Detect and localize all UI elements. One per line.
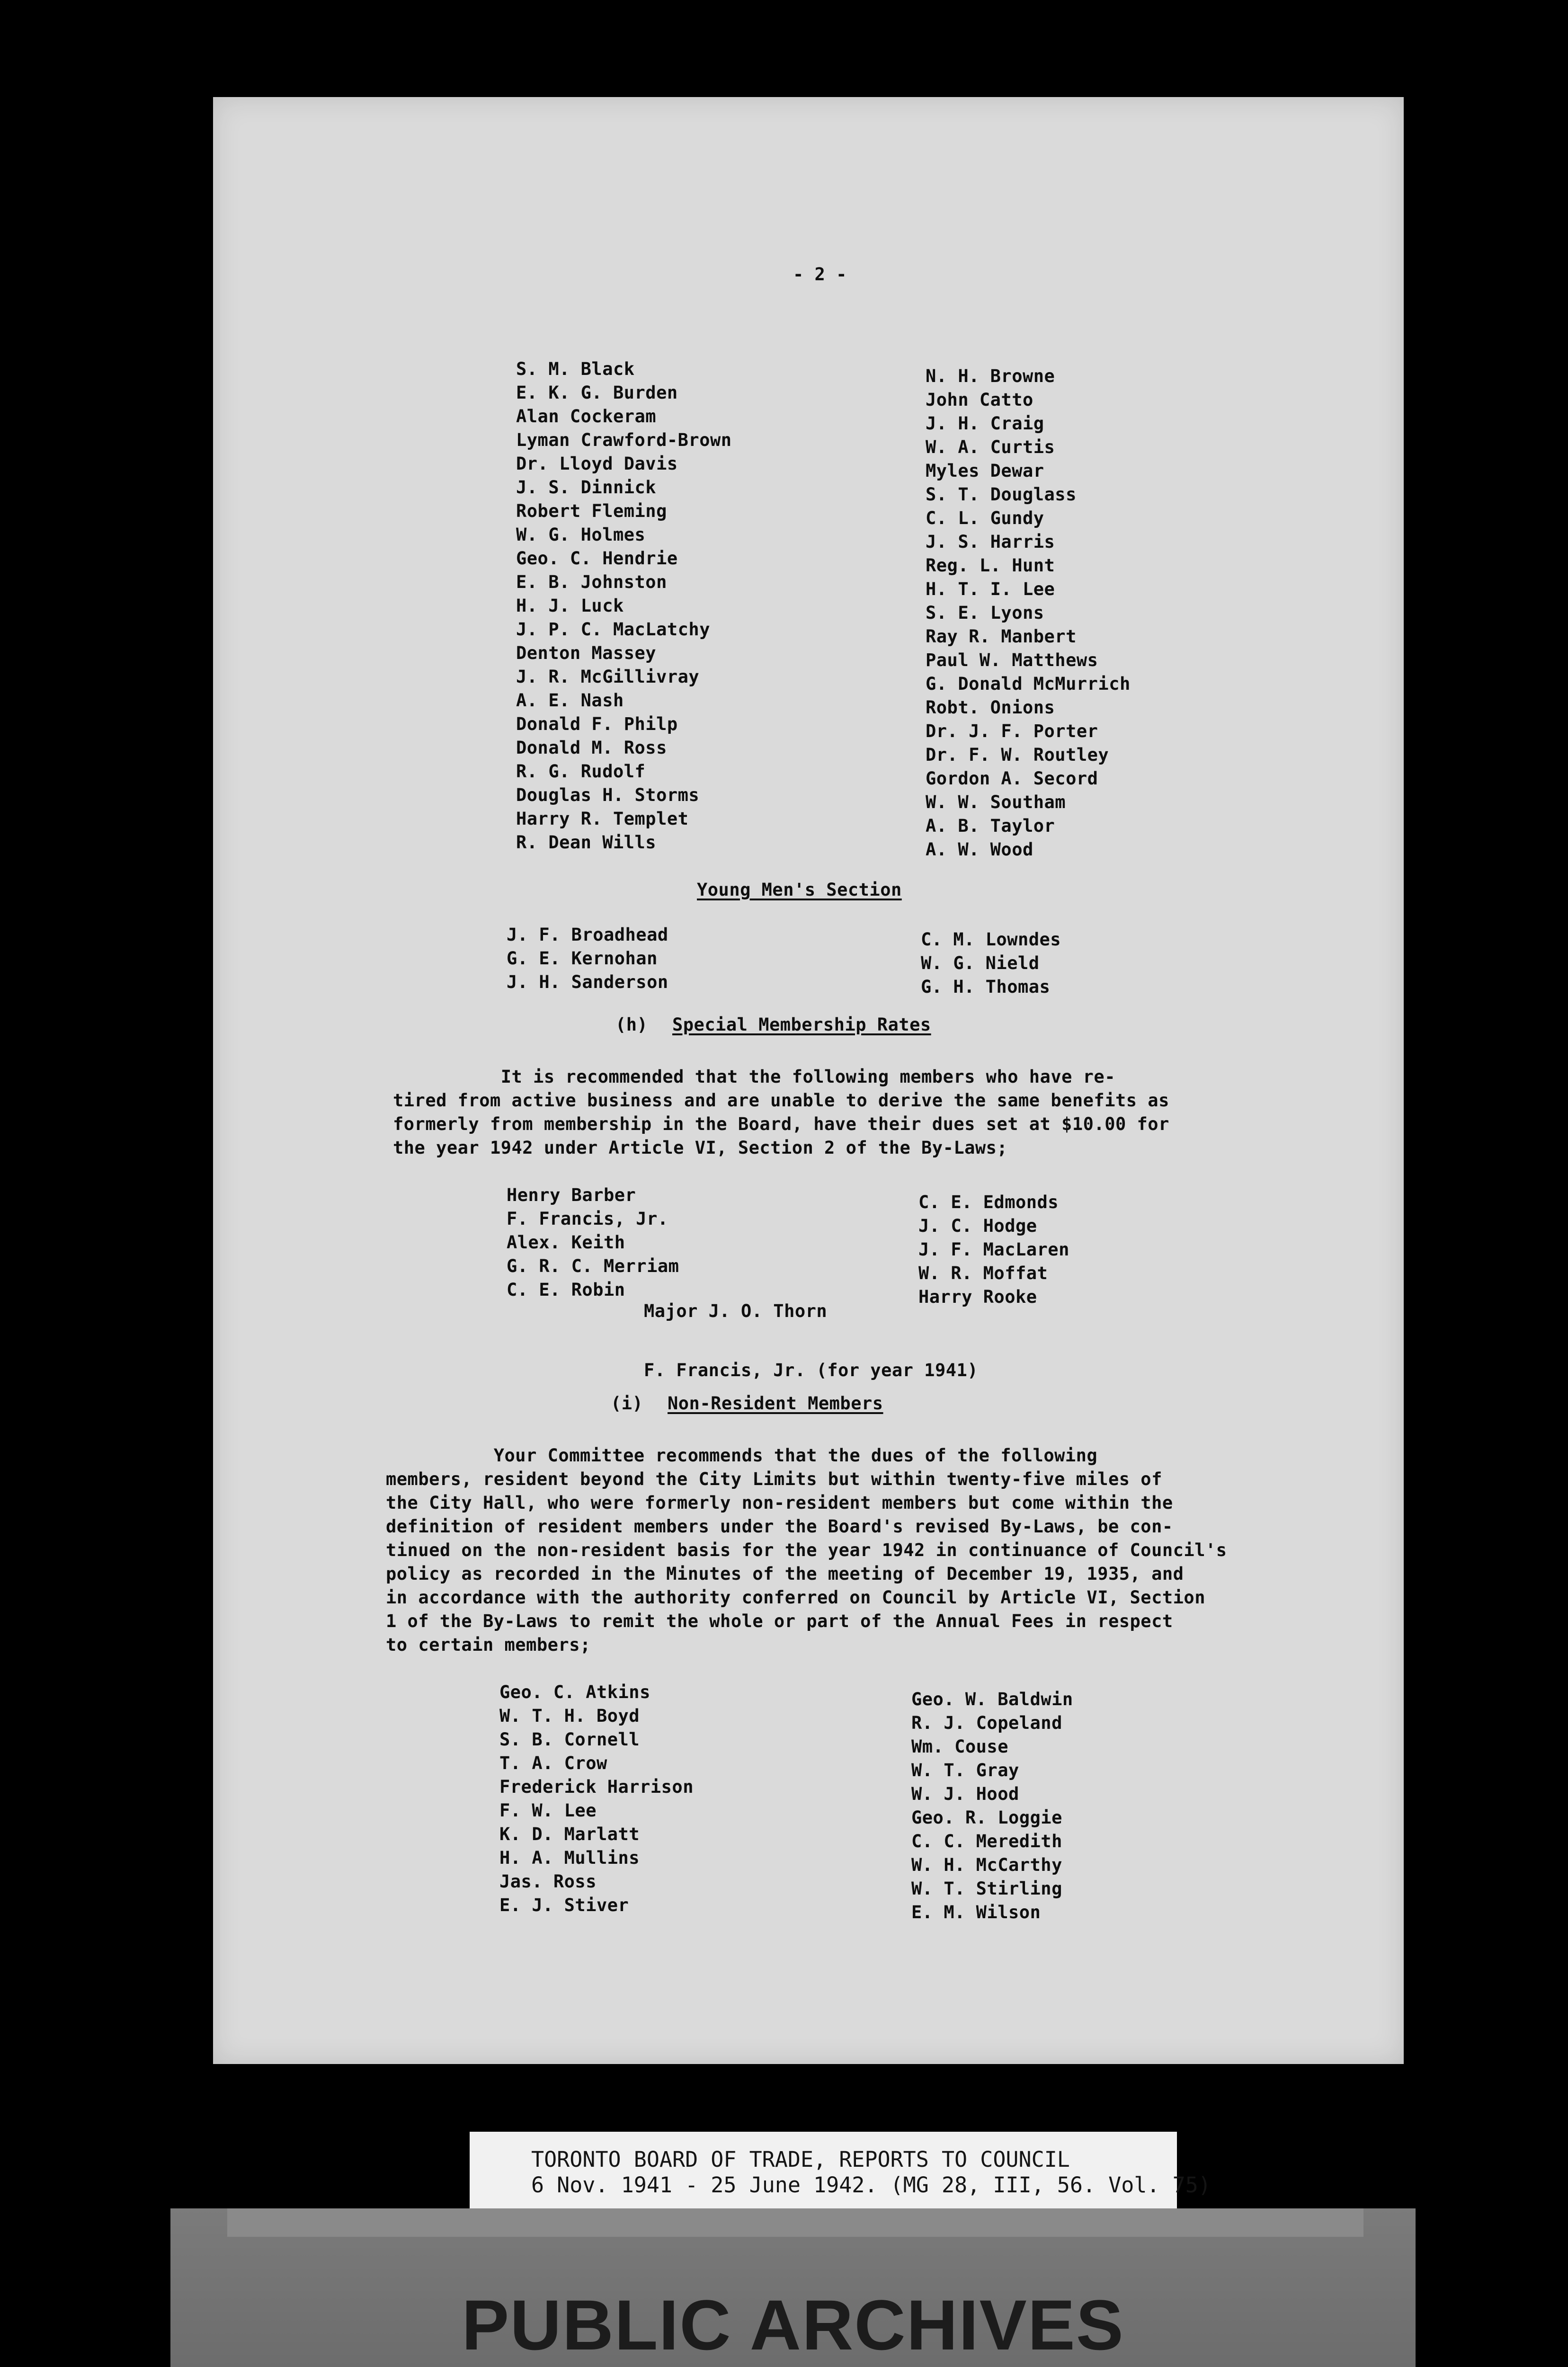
member-name: Donald F. Philp	[516, 714, 678, 734]
paragraph-line: members, resident beyond the City Limits but within twenty-five miles of	[386, 1469, 1162, 1489]
member-name: J. H. Craig	[926, 413, 1044, 434]
member-name: J. P. C. MacLatchy	[516, 619, 710, 640]
member-name: W. T. H. Boyd	[499, 1706, 640, 1726]
member-name: Dr. J. F. Porter	[926, 721, 1098, 741]
paragraph-line: the year 1942 under Article VI, Section 2 of the By-Laws;	[393, 1138, 1008, 1158]
member-name: Frederick Harrison	[499, 1777, 694, 1797]
section-h-paragraph	[393, 1065, 1169, 1160]
document-page	[213, 97, 1404, 2064]
member-name: E. K. G. Burden	[516, 383, 678, 403]
member-name: H. J. Luck	[516, 596, 624, 616]
member-name: Denton Massey	[516, 643, 657, 663]
section-i-left-column	[499, 1681, 694, 1917]
member-name: Geo. R. Loggie	[911, 1807, 1062, 1828]
member-name: S. B. Cornell	[499, 1729, 640, 1750]
member-name: Douglas H. Storms	[516, 785, 700, 805]
member-name: G. R. C. Merriam	[507, 1256, 679, 1276]
member-name: W. J. Hood	[911, 1784, 1019, 1804]
member-name: T. A. Crow	[499, 1753, 607, 1773]
member-name: C. C. Meredith	[911, 1831, 1062, 1851]
member-name: W. G. Holmes	[516, 525, 646, 545]
member-name: Alan Cockeram	[516, 406, 657, 427]
member-name: K. D. Marlatt	[499, 1824, 640, 1844]
member-name: F. W. Lee	[499, 1800, 597, 1821]
member-name: C. E. Edmonds	[918, 1192, 1059, 1212]
member-name: Gordon A. Secord	[926, 768, 1098, 789]
young-mens-left-column	[507, 923, 668, 994]
member-name: S. T. Douglass	[926, 484, 1077, 505]
member-name: Reg. L. Hunt	[926, 555, 1055, 576]
member-name: Dr. F. W. Routley	[926, 745, 1109, 765]
section-h-right-column	[918, 1191, 1069, 1309]
member-name: J. S. Dinnick	[516, 477, 657, 498]
member-name: C. L. Gundy	[926, 508, 1044, 528]
member-name: Geo. W. Baldwin	[911, 1689, 1073, 1709]
paragraph-line: the City Hall, who were formerly non-resident members but come within the	[386, 1493, 1173, 1513]
member-name: A. W. Wood	[926, 839, 1033, 860]
member-name: C. E. Robin	[507, 1280, 625, 1300]
section-i-right-column	[911, 1688, 1073, 1924]
young-mens-heading: Young Men's Section	[697, 880, 902, 900]
member-name: Geo. C. Hendrie	[516, 548, 678, 569]
member-name: C. M. Lowndes	[921, 929, 1061, 950]
member-name: E. J. Stiver	[499, 1895, 629, 1915]
section-h-marker: (h)	[615, 1014, 648, 1035]
section-i-title: Non-Resident Members	[668, 1393, 883, 1414]
member-name-centered: F. Francis, Jr. (for year 1941)	[644, 1360, 979, 1380]
member-name: H. A. Mullins	[499, 1848, 640, 1868]
member-name: W. T. Gray	[911, 1760, 1019, 1780]
paragraph-line: Your Committee recommends that the dues of the following	[386, 1445, 1098, 1466]
paragraph-line: 1 of the By-Laws to remit the whole or part of the Annual Fees in respect	[386, 1611, 1173, 1631]
member-name: S. E. Lyons	[926, 603, 1044, 623]
member-name: Ray R. Manbert	[926, 626, 1077, 647]
paragraph-line: formerly from membership in the Board, have their dues set at $10.00 for	[393, 1114, 1169, 1134]
member-name: E. M. Wilson	[911, 1902, 1041, 1922]
member-name: G. E. Kernohan	[507, 948, 658, 969]
stamp-line: PUBLIC ARCHIVES	[462, 2285, 1124, 2365]
member-name: G. H. Thomas	[921, 977, 1051, 997]
archive-label-line: TORONTO BOARD OF TRADE, REPORTS TO COUNCIL	[531, 2147, 1070, 2172]
member-name: G. Donald McMurrich	[926, 674, 1131, 694]
member-name: John Catto	[926, 390, 1033, 410]
member-name: Donald M. Ross	[516, 738, 667, 758]
paragraph-line: It is recommended that the following members who have re-	[393, 1067, 1115, 1087]
member-name-centered: Major J. O. Thorn	[644, 1301, 828, 1321]
archives-stamp	[170, 2208, 1416, 2367]
member-name: W. H. McCarthy	[911, 1855, 1062, 1875]
member-name: Robt. Onions	[926, 697, 1055, 718]
member-name: W. G. Nield	[921, 953, 1040, 973]
member-name: Myles Dewar	[926, 461, 1044, 481]
member-name: Henry Barber	[507, 1185, 636, 1205]
member-name: W. R. Moffat	[918, 1263, 1048, 1283]
member-name: Harry R. Templet	[516, 809, 689, 829]
member-name: W. W. Southam	[926, 792, 1066, 812]
member-name: Wm. Couse	[911, 1736, 1008, 1757]
member-name: E. B. Johnston	[516, 572, 667, 592]
member-name: J. F. Broadhead	[507, 925, 668, 945]
member-name: J. R. McGillivray	[516, 667, 700, 687]
member-name: R. G. Rudolf	[516, 761, 646, 782]
member-name: Lyman Crawford-Brown	[516, 430, 732, 450]
member-name: Paul W. Matthews	[926, 650, 1098, 670]
member-name: Dr. Lloyd Davis	[516, 454, 678, 474]
member-name: J. F. MacLaren	[918, 1239, 1069, 1260]
members-right-column	[926, 365, 1131, 862]
members-left-column	[516, 357, 732, 854]
member-name: S. M. Black	[516, 359, 635, 379]
member-name: F. Francis, Jr.	[507, 1209, 668, 1229]
member-name: J. S. Harris	[926, 532, 1055, 552]
member-name: N. H. Browne	[926, 366, 1055, 386]
member-name: Alex. Keith	[507, 1232, 625, 1253]
page-number: - 2 -	[793, 264, 847, 285]
archive-label-line: 6 Nov. 1941 - 25 June 1942. (MG 28, III, 56. Vol. 75)	[531, 2172, 1211, 2198]
section-h-left-column	[507, 1184, 679, 1302]
member-name: Geo. C. Atkins	[499, 1682, 650, 1702]
member-name: J. C. Hodge	[918, 1216, 1037, 1236]
member-name: H. T. I. Lee	[926, 579, 1055, 599]
paragraph-line: tired from active business and are unable to derive the same benefits as	[393, 1090, 1169, 1111]
archive-label	[470, 2132, 1211, 2218]
member-name: Harry Rooke	[918, 1287, 1037, 1307]
member-name: A. E. Nash	[516, 690, 624, 711]
member-name: W. T. Stirling	[911, 1878, 1062, 1899]
member-name: R. Dean Wills	[516, 832, 657, 853]
paragraph-line: tinued on the non-resident basis for the year 1942 in continuance of Council's	[386, 1540, 1227, 1560]
member-name: J. H. Sanderson	[507, 972, 668, 992]
young-mens-right-column	[921, 928, 1061, 999]
paragraph-line: in accordance with the authority conferred on Council by Article VI, Section	[386, 1587, 1205, 1608]
paragraph-line: definition of resident members under the Board's revised By-Laws, be con-	[386, 1516, 1173, 1537]
stamp-card-tab	[227, 2208, 1363, 2237]
section-i-paragraph	[386, 1444, 1227, 1657]
paragraph-line: policy as recorded in the Minutes of the meeting of December 19, 1935, and	[386, 1564, 1184, 1584]
section-i-marker: (i)	[611, 1393, 643, 1414]
member-name: Robert Fleming	[516, 501, 667, 521]
section-h-title: Special Membership Rates	[672, 1014, 931, 1035]
member-name: Jas. Ross	[499, 1871, 597, 1892]
paragraph-line: to certain members;	[386, 1635, 591, 1655]
member-name: R. J. Copeland	[911, 1713, 1062, 1733]
member-name: W. A. Curtis	[926, 437, 1055, 457]
member-name: A. B. Taylor	[926, 816, 1055, 836]
